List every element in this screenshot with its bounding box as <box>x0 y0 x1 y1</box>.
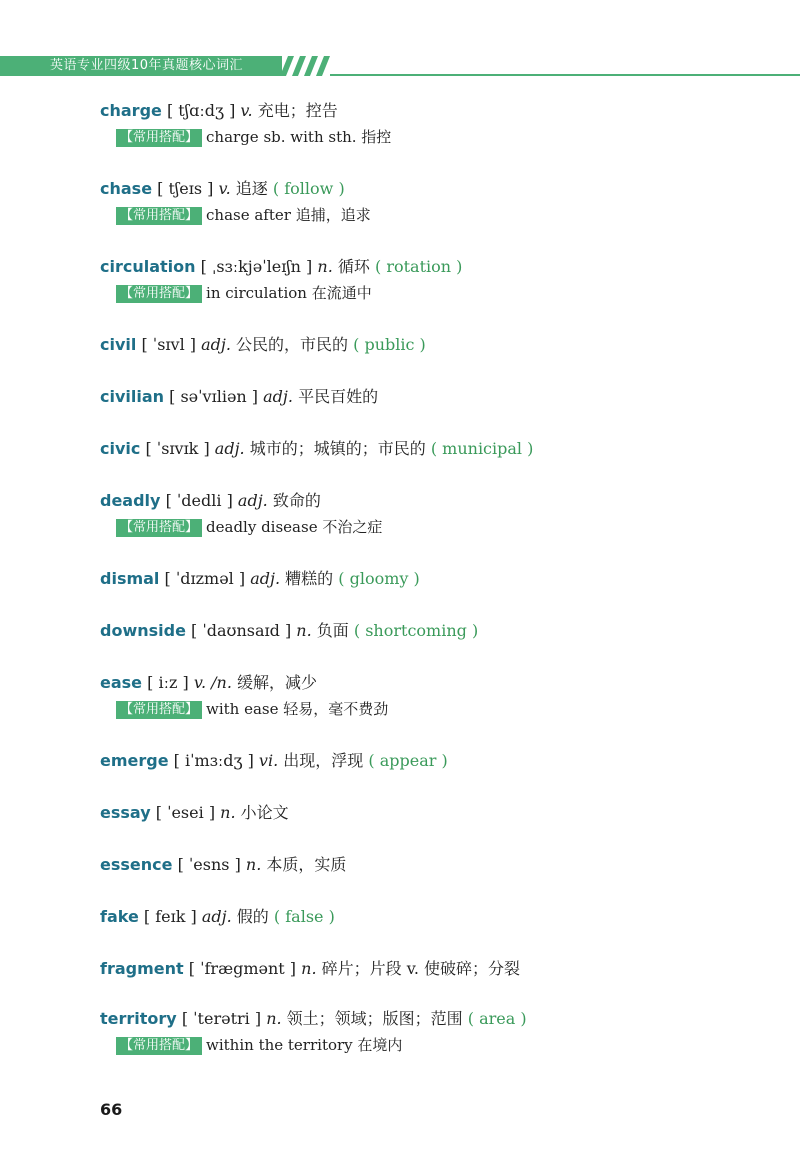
part-of-speech: adj. <box>214 439 245 458</box>
synonym: ( follow ) <box>272 179 345 198</box>
headword: civic <box>100 439 141 458</box>
definition: 假的 <box>236 907 269 926</box>
pronunciation: [ iːz ] <box>147 673 189 692</box>
part-of-speech: v. <box>240 101 253 120</box>
synonym: ( shortcoming ) <box>353 621 479 640</box>
part-of-speech: n. <box>301 959 317 978</box>
headword: fake <box>100 907 139 926</box>
vocab-entry <box>100 490 780 538</box>
collocation-line <box>116 1034 780 1056</box>
definition: 糟糕的 <box>285 569 334 588</box>
pronunciation: [ ˈdɪzməl ] <box>164 569 246 588</box>
vocab-entry <box>100 438 780 460</box>
synonym: ( rotation ) <box>374 257 463 276</box>
definition: 出现，浮现 <box>283 751 364 770</box>
part-of-speech: adj. <box>201 907 232 926</box>
vocab-entry <box>100 854 780 876</box>
synonym: ( false ) <box>273 907 335 926</box>
entry-headline <box>100 750 780 772</box>
entry-headline <box>100 620 780 642</box>
collocation-text: deadly disease 不治之症 <box>206 518 383 536</box>
headword: charge <box>100 101 162 120</box>
collocation-text: within the territory 在境内 <box>206 1036 403 1054</box>
synonym: ( gloomy ) <box>338 569 420 588</box>
vocab-entry <box>100 1008 780 1056</box>
headword: deadly <box>100 491 161 510</box>
vocab-entry <box>100 568 780 590</box>
collocation-tag: 【常用搭配】 <box>116 519 202 537</box>
definition: 循环 <box>337 257 370 276</box>
headword: civilian <box>100 387 165 406</box>
pronunciation: [ feɪk ] <box>143 907 197 926</box>
vocab-entry <box>100 620 780 642</box>
vocab-entry <box>100 672 780 720</box>
vocab-entry <box>100 802 780 824</box>
definition: 平民百姓的 <box>298 387 379 406</box>
part-of-speech: adj. <box>263 387 293 406</box>
pronunciation: [ ˈdaʊnsaɪd ] <box>191 621 292 640</box>
part-of-speech: adj. <box>250 569 281 588</box>
pronunciation: [ səˈvɪliən ] <box>169 387 259 406</box>
headword: downside <box>100 621 186 640</box>
headword: territory <box>100 1009 177 1028</box>
entry-headline <box>100 854 780 876</box>
part-of-speech: adj. <box>237 491 268 510</box>
definition: 负面 <box>316 621 349 640</box>
pronunciation: [ ˈfrægmənt ] <box>188 959 297 978</box>
pronunciation: [ ˈsɪvɪk ] <box>145 439 210 458</box>
part-of-speech: n. <box>266 1009 282 1028</box>
part-of-speech: v. <box>218 179 231 198</box>
collocation-tag: 【常用搭配】 <box>116 129 202 147</box>
definition: 充电；控告 <box>257 101 338 120</box>
pronunciation: [ tʃɑːdʒ ] <box>166 101 236 120</box>
pronunciation: [ tʃeɪs ] <box>157 179 214 198</box>
definition: 致命的 <box>272 491 321 510</box>
collocation-text: chase after 追捕，追求 <box>206 206 371 224</box>
entry-headline <box>100 334 780 356</box>
part-of-speech: vi. <box>258 751 279 770</box>
collocation-line <box>116 204 780 226</box>
vocab-entry <box>100 750 780 772</box>
synonym: ( municipal ) <box>430 439 534 458</box>
definition: 碎片；片段 v. 使破碎；分裂 <box>321 959 521 978</box>
pronunciation: [ ˈdedli ] <box>165 491 233 510</box>
entry-headline <box>100 438 780 460</box>
collocation-line <box>116 282 780 304</box>
pronunciation: [ ˈesns ] <box>177 855 241 874</box>
definition: 城市的；城镇的；市民的 <box>249 439 426 458</box>
entry-headline <box>100 386 780 408</box>
definition: 小论文 <box>240 803 289 822</box>
entry-headline <box>100 1008 780 1030</box>
headword: circulation <box>100 257 196 276</box>
pronunciation: [ ˈesei ] <box>155 803 216 822</box>
vocab-entry <box>100 256 780 304</box>
synonym: ( area ) <box>467 1009 527 1028</box>
headword: civil <box>100 335 137 354</box>
pronunciation: [ ˈsɪvl ] <box>141 335 197 354</box>
collocation-tag: 【常用搭配】 <box>116 1037 202 1055</box>
part-of-speech: n. <box>245 855 262 874</box>
synonym: ( public ) <box>353 335 426 354</box>
collocation-tag: 【常用搭配】 <box>116 207 202 225</box>
entry-headline <box>100 958 780 980</box>
vocab-entry <box>100 334 780 356</box>
synonym: ( appear ) <box>368 751 448 770</box>
vocab-entry <box>100 386 780 408</box>
part-of-speech: adj. <box>201 335 231 354</box>
collocation-text: in circulation 在流通中 <box>206 284 372 302</box>
header-title: 英语专业四级10年真题核心词汇 <box>0 56 282 76</box>
definition: 公民的，市民的 <box>236 335 349 354</box>
headword: dismal <box>100 569 160 588</box>
headword: chase <box>100 179 153 198</box>
collocation-line <box>116 698 780 720</box>
entry-headline <box>100 906 780 928</box>
part-of-speech: v. /n. <box>193 673 232 692</box>
headword: essay <box>100 803 151 822</box>
vocab-entry <box>100 100 780 148</box>
pronunciation: [ iˈmɜːdʒ ] <box>173 751 254 770</box>
entry-headline <box>100 802 780 824</box>
entry-headline <box>100 178 780 200</box>
collocation-text: with ease 轻易，毫不费劲 <box>206 700 389 718</box>
part-of-speech: n. <box>296 621 312 640</box>
vocab-entry <box>100 178 780 226</box>
collocation-text: charge sb. with sth. 指控 <box>206 128 392 146</box>
collocation-line <box>116 516 780 538</box>
pronunciation: [ ˈterətri ] <box>181 1009 262 1028</box>
headword: essence <box>100 855 173 874</box>
entry-headline <box>100 672 780 694</box>
definition: 追逐 <box>235 179 268 198</box>
part-of-speech: n. <box>220 803 236 822</box>
part-of-speech: n. <box>317 257 333 276</box>
pronunciation: [ ˌsɜːkjəˈleɪʃn ] <box>200 257 313 276</box>
entry-headline <box>100 568 780 590</box>
collocation-tag: 【常用搭配】 <box>116 285 202 303</box>
vocab-entry <box>100 906 780 928</box>
page-number: 66 <box>100 1100 123 1119</box>
definition: 缓解，减少 <box>237 673 318 692</box>
definition: 领土；领域；版图；范围 <box>286 1009 463 1028</box>
entry-headline <box>100 256 780 278</box>
definition: 本质，实质 <box>266 855 347 874</box>
headword: emerge <box>100 751 169 770</box>
vocab-entry <box>100 958 780 980</box>
headword: fragment <box>100 959 184 978</box>
entry-headline <box>100 490 780 512</box>
collocation-tag: 【常用搭配】 <box>116 701 202 719</box>
collocation-line <box>116 126 780 148</box>
headword: ease <box>100 673 143 692</box>
entry-headline <box>100 100 780 122</box>
